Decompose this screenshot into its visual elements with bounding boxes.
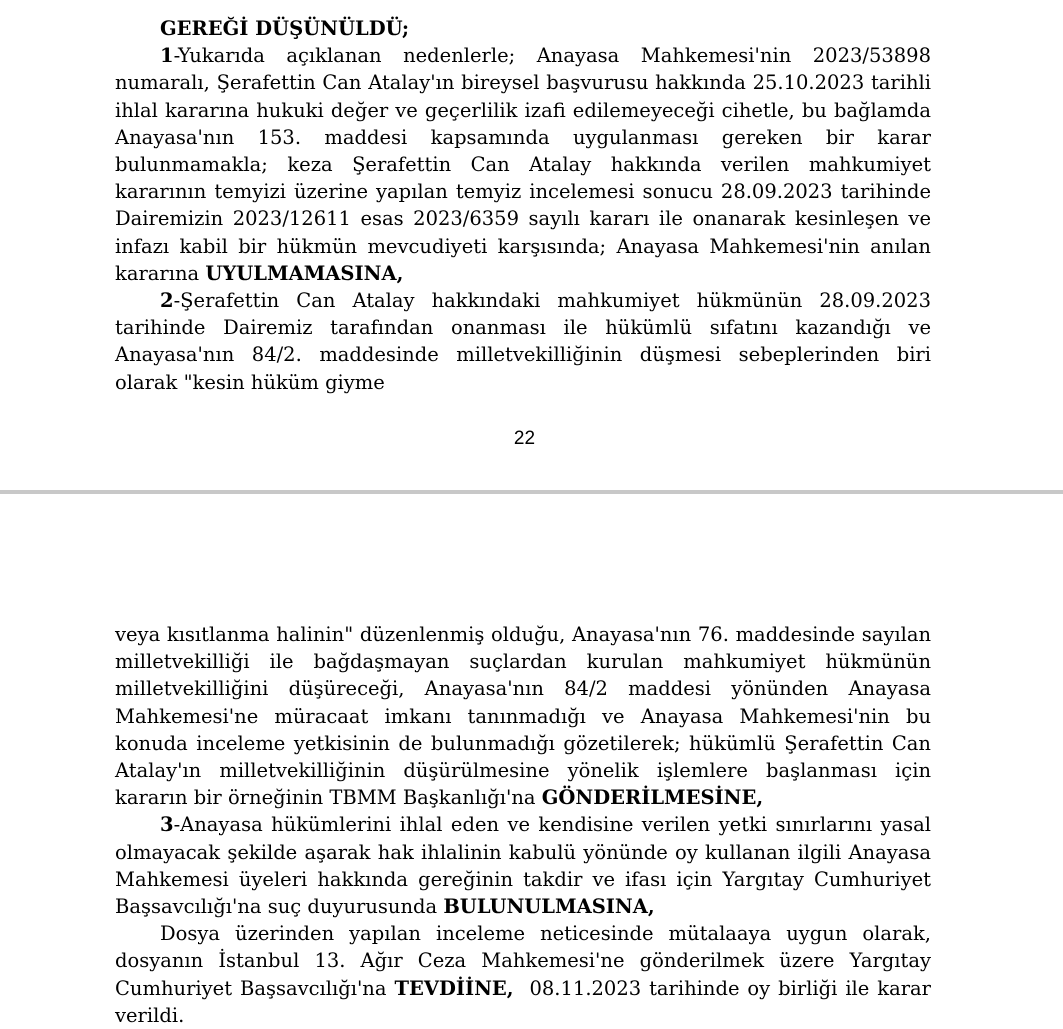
item-number: 2 xyxy=(160,289,174,313)
item-text: veya kısıtlanma halinin" düzenlenmiş olduğu, Anayasa'nın 76. maddesinde sayılan milletvekilliği ile bağdaşmayan suçlardan kurulan mahkumiyet hükmünün milletvekilliğini düşüreceği, Anayasa'nın 84/2 maddesi yönünden Anayasa Mahkemesi'ne müracaat imkanı tanınmadığı ve Anayasa Mahkemesi'nin bu konuda inceleme yetkisinin de bulunmadığı gözetilerek; hükümlü Şerafettin Can Atalay'ın milletvekilliğinin düşürülmesine yönelik işlemlere başlanması için kararın bir örneğinin TBMM Başkanlığı'na xyxy=(115,623,931,810)
document-page-22 xyxy=(0,0,1063,490)
page-number: 22 xyxy=(513,428,536,449)
item-text: -Anayasa hükümlerini ihlal eden ve kendisine verilen yetki sınırlarını yasal olmayacak şekilde aşarak hak ihlalinin kabulü yönünde oy kullanan ilgili Anayasa Mahkemesi üyeleri hakkında gereğinin takdir ve ifası için Yargıtay Cumhuriyet Başsavcılığı'na suç duyurusunda xyxy=(115,813,931,919)
page-text-block xyxy=(115,15,931,396)
item-number: 3 xyxy=(160,813,174,837)
decision-item-2-continued xyxy=(115,621,931,811)
closing-text: Dosya üzerinden yapılan inceleme neticesinde mütalaaya uygun olarak, dosyanın İstanbul 13. Ağır Ceza Mahkemesi'ne gönderilmek üzere Yargıtay Cumhuriyet Başsavcılığı'na xyxy=(115,922,931,1000)
decision-item-3 xyxy=(115,811,931,920)
item-verdict: BULUNULMASINA, xyxy=(443,895,655,919)
item-text: -Yukarıda açıklanan nedenlerle; Anayasa Mahkemesi'nin 2023/53898 numaralı, Şerafettin Can Atalay'ın bireysel başvurusu hakkında 25.10.2023 tarihli ihlal kararına hukuki değer ve geçerlilik izafi edilemeyeceği cihetle, bu bağlamda Anayasa'nın 153. maddesi kapsamında uygulanması gereken bir karar bulunmamakla; keza Şerafettin Can Atalay hakkında verilen mahkumiyet kararının temyizi üzerine yapılan temyiz incelemesi sonucu 28.09.2023 tarihinde Dairemizin 2023/12611 esas 2023/6359 sayılı kararı ile onanarak kesinleşen ve infazı kabil bir hükmün mevcudiyeti karşısında; Anayasa Mahkemesi'nin anılan kararına xyxy=(115,44,931,285)
decision-item-1 xyxy=(115,42,931,287)
decision-item-2 xyxy=(115,287,931,396)
document-page-23 xyxy=(0,495,1063,1027)
item-verdict: GÖNDERİLMESİNE, xyxy=(541,786,764,810)
item-number: 1 xyxy=(160,44,174,68)
item-verdict: UYULMAMASINA, xyxy=(205,261,404,285)
closing-paragraph xyxy=(115,920,938,1029)
page-separator xyxy=(0,490,1063,494)
closing-verdict: TEVDİİNE, xyxy=(394,976,514,1000)
decision-heading: GEREĞİ DÜŞÜNÜLDÜ; xyxy=(160,17,410,40)
closing-date-text: 08.11.2023 tarihinde oy birliği ile karar verildi. xyxy=(115,976,938,1027)
page-text-block xyxy=(115,621,938,1029)
item-text: -Şerafettin Can Atalay hakkındaki mahkumiyet hükmünün 28.09.2023 tarihinde Dairemiz tarafından onanması ile hükümlü sıfatını kazandığı ve Anayasa'nın 84/2. maddesinde milletvekilliğinin düşmesi sebeplerinden biri olarak "kesin hüküm giyme xyxy=(115,289,931,394)
